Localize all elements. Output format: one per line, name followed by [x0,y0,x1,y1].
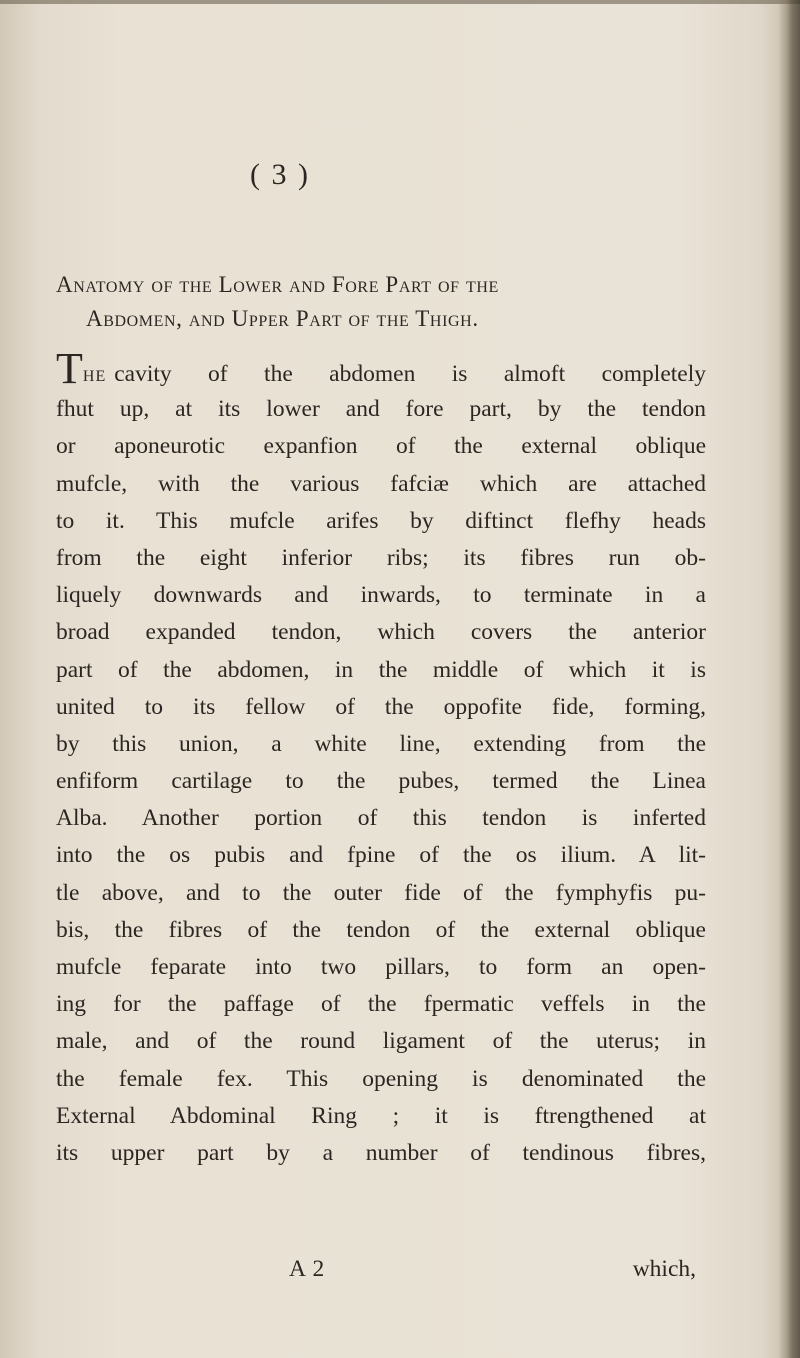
page-footer [56,1256,696,1290]
text-line-content: cavity of the abdomen is almoft completely [114,361,706,387]
text-line: or aponeurotic expanfion of the external oblique [56,433,706,460]
signature-mark: A 2 [289,1256,326,1282]
first-word-rest: he [82,361,107,387]
text-line: broad expanded tendon, which covers the anterior [56,619,706,646]
text-line: into the os pubis and fpine of the os ilium. A lit- [56,842,706,869]
text-line [56,344,706,393]
catchword: which, [632,1256,696,1282]
section-heading-line-2: Abdomen, and Upper Part of the Thigh. [86,306,479,331]
text-line: from the eight inferior ribs; its fibres run ob- [56,544,706,571]
text-line: liquely downwards and inwards, to terminate in a [56,582,706,609]
page-binding-edge [778,0,800,1358]
text-line: part of the abdomen, in the middle of which it is [56,656,706,683]
text-line: the female fex. This opening is denominated the [56,1065,706,1092]
text-line: fhut up, at its lower and fore part, by the tendon [56,396,706,423]
section-heading-line-1: Anatomy of the Lower and Fore Part of the [56,272,499,297]
text-line: to it. This mufcle arifes by diftinct flefhy heads [56,507,706,534]
body-text [56,344,706,1172]
text-line: bis, the fibres of the tendon of the external oblique [56,916,706,943]
text-line: mufcle, with the various fafciæ which are attached [56,470,706,497]
text-line: mufcle feparate into two pillars, to form an open- [56,954,706,980]
text-line: male, and of the round ligament of the uterus; in [56,1028,706,1055]
page-top-edge [0,0,800,4]
drop-cap: T [56,344,83,393]
text-line: by this union, a white line, extending from the [56,730,706,757]
text-line: External Abdominal Ring ; it is ftrengthened at [56,1102,706,1129]
page-number: ( 3 ) [250,158,310,191]
text-line: tle above, and to the outer fide of the fymphyfis pu- [56,879,706,906]
text-line: ing for the paffage of the fpermatic veffels in the [56,991,706,1018]
text-line: Alba. Another portion of this tendon is inferted [56,805,706,832]
text-line: united to its fellow of the oppofite fide, forming, [56,693,706,720]
text-line: its upper part by a number of tendinous fibres, [56,1139,706,1166]
text-line: enfiform cartilage to the pubes, termed the Linea [56,768,706,795]
